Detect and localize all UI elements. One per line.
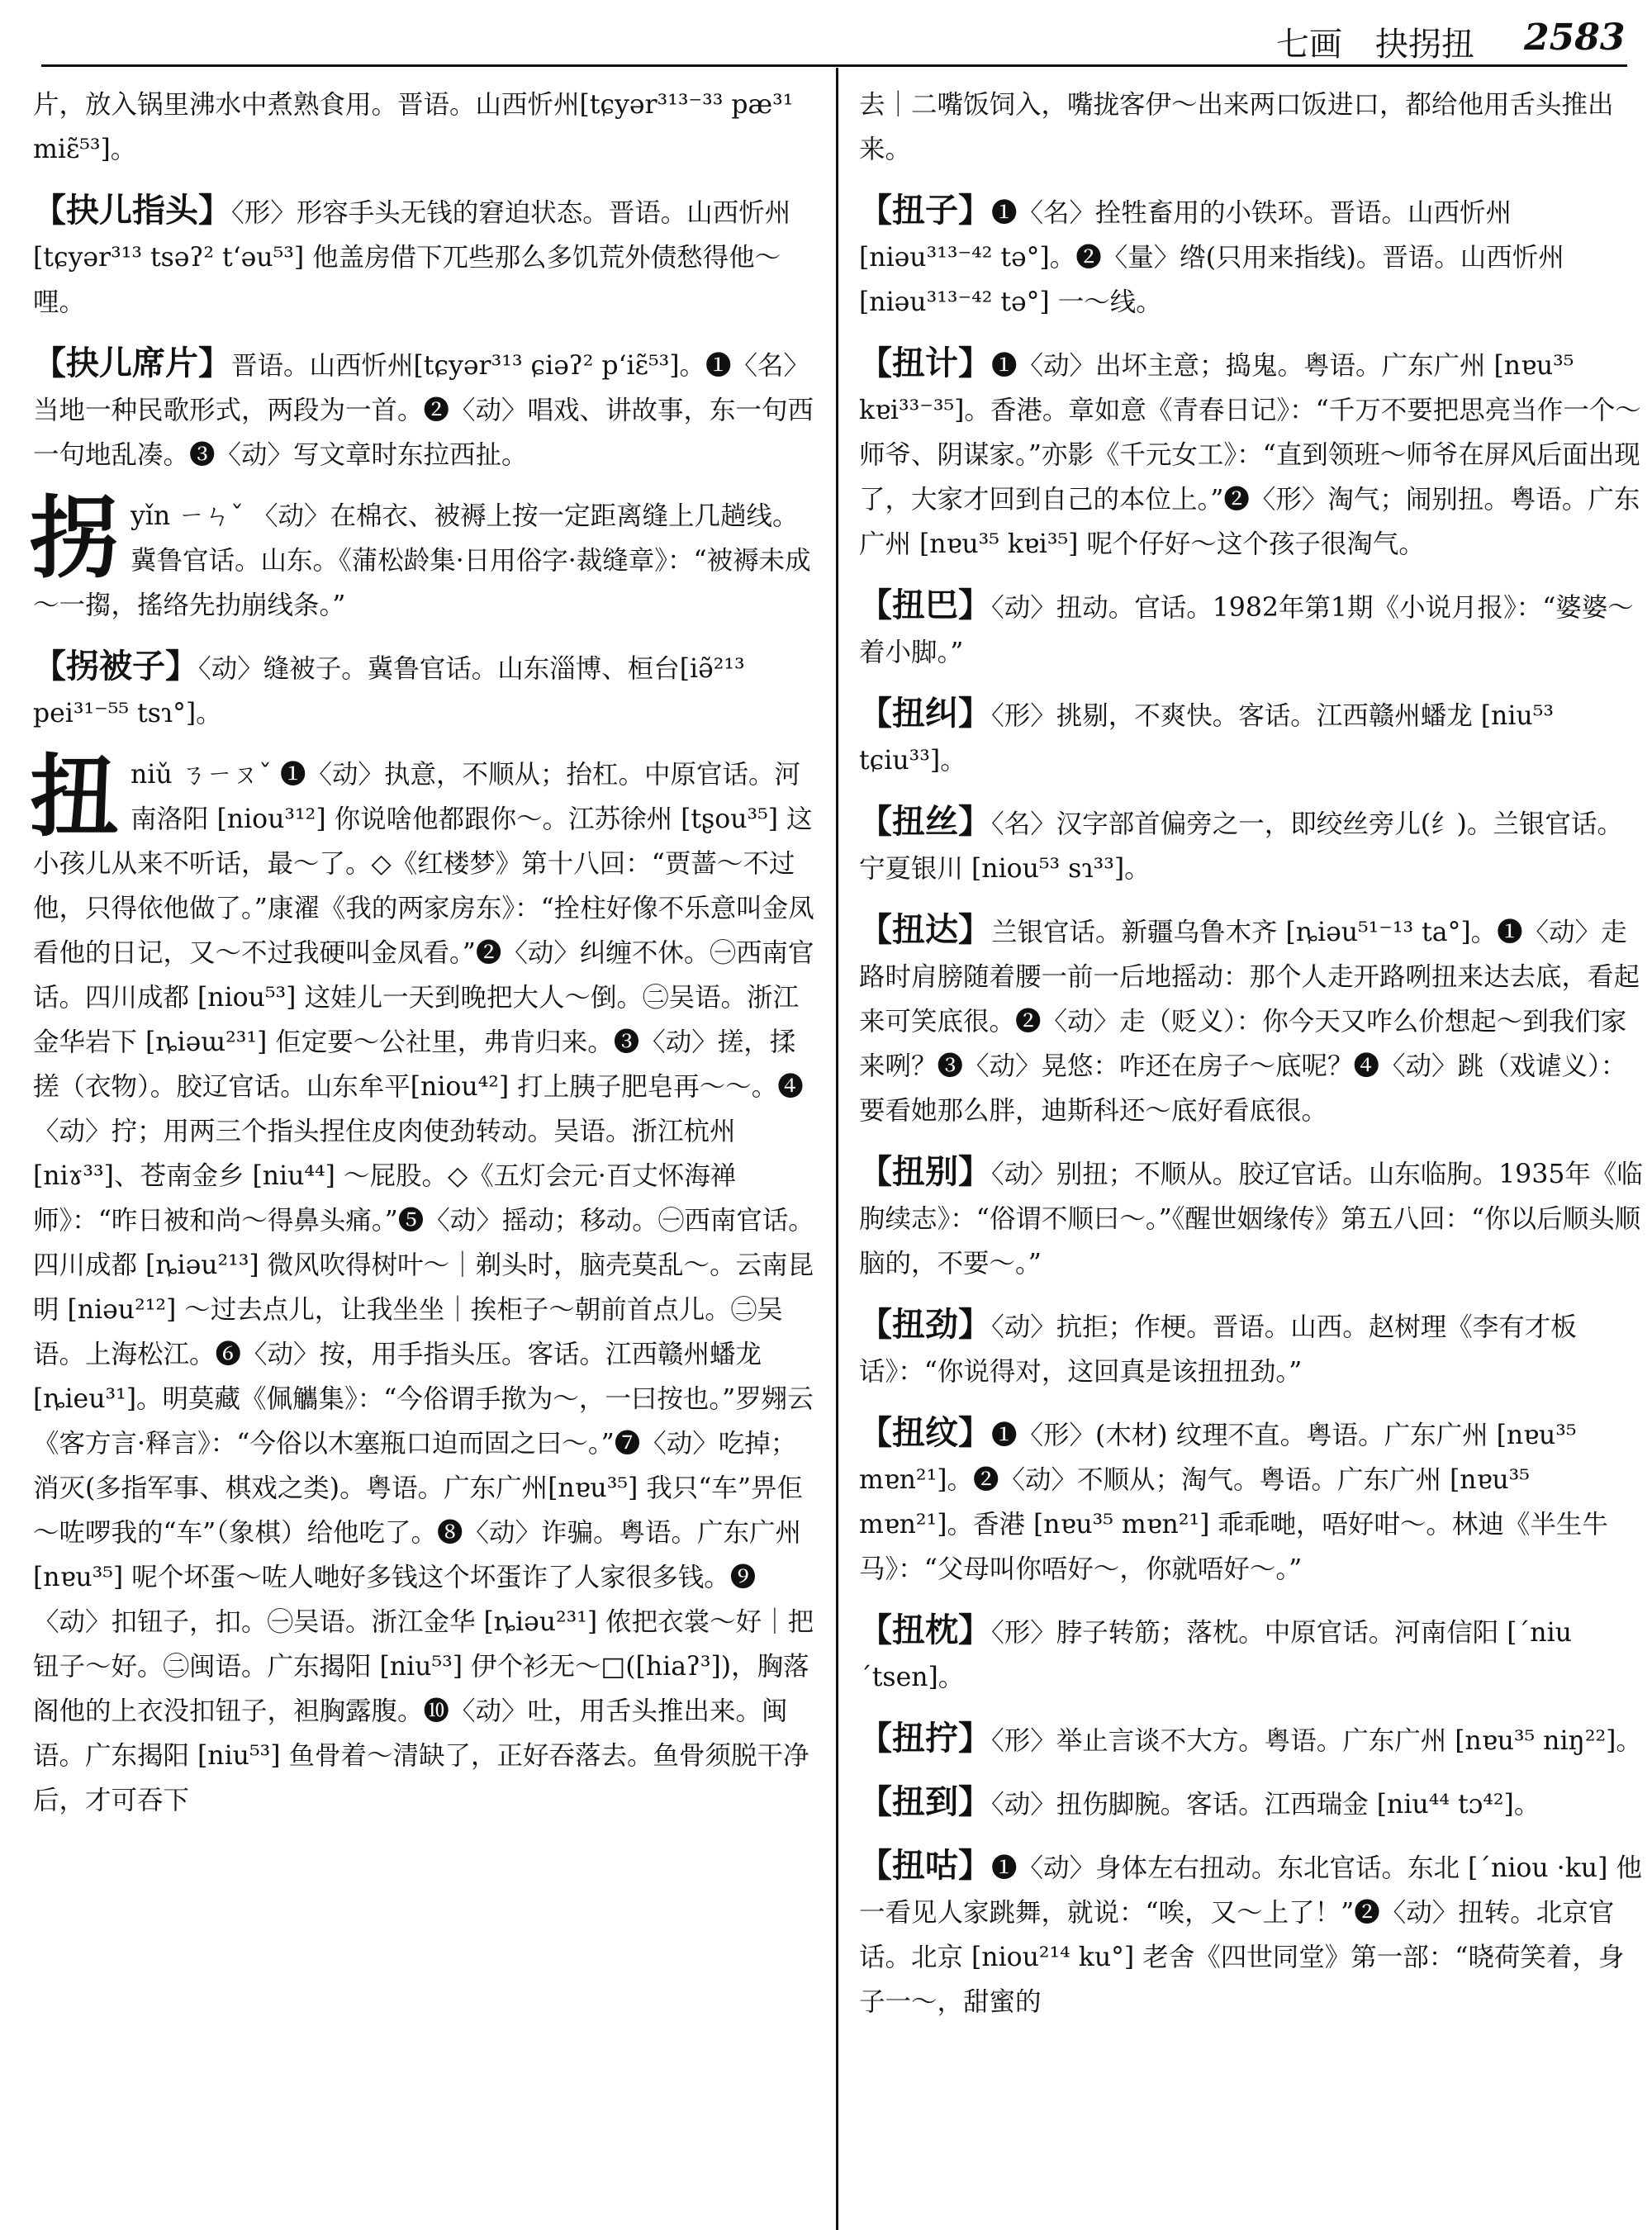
character-entry [30, 745, 818, 1823]
dictionary-entry [859, 1780, 1644, 1827]
dictionary-entry [859, 188, 1644, 325]
entry-text: 〈形〉挑剔，不爽快。客话。江西赣州蟠龙 [niu⁵³ tɕiu³³]。 [859, 701, 1554, 776]
entry-headword: 【扭咕】 [859, 1846, 991, 1885]
entry-text: 〈形〉脖子转筋；落枕。中原官话。河南信阳 [ˊniu ˊtsen]。 [859, 1618, 1572, 1692]
character-headword: 拐 [30, 486, 120, 591]
entry-headword: 【扭子】 [859, 191, 991, 230]
entry-text: ❶〈形〉(木材) 纹理不直。粤语。广东广州 [nɐu³⁵ mɐn²¹]。❷〈动〉不顺从；淘气。粤语。广东广州 [nɐu³⁵ mɐn²¹]。香港 [nɐu³⁵ mɐn²¹] 乖乖哋，唔好咁～。林迪《半生牛马》：“父母叫你唔好～，你就唔好～。” [859, 1421, 1608, 1584]
entry-headword: 【扭枕】 [859, 1611, 991, 1649]
right-column [859, 83, 1644, 2041]
page-number: 2583 [1524, 17, 1626, 59]
entry-text: yǐn ㄧㄣˇ 〈动〉在棉衣、被褥上按一定距离缝上几趟线。冀鲁官话。山东。《蒲松龄集·日用俗字·裁缝章》：“被褥未成～一搊，搖络先扐崩线条。” [33, 501, 811, 620]
entry-text: 去｜二嘴饭饲入，嘴拢客伊～出来两口饭进口，都给他用舌头推出来。 [859, 90, 1614, 164]
entry-text: 〈动〉抗拒；作梗。晋语。山西。赵树理《李有才板话》：“你说得对，这回真是该扭扭劲。” [859, 1312, 1577, 1387]
entry-text: 〈动〉扭动。官话。1982年第1期《小说月报》：“婆婆～着小脚。” [859, 593, 1634, 667]
entry-text: 兰银官话。新疆乌鲁木齐 [ȵiəu⁵¹⁻¹³ ta°]。❶〈动〉走路时肩膀随着腰一前一后地摇动：那个人走开路咧扭来达去底，看起来可笑底很。❷〈动〉走（贬义）：你今天又咋么价想起～到我们家来咧？❸〈动〉晃悠：咋还在房子～底呢？❹〈动〉跳（戏谑义）：要看她那么胖，迪斯科还～底好看底很。 [859, 918, 1640, 1126]
dictionary-entry [33, 644, 818, 736]
entry-headword: 【扭巴】 [859, 586, 991, 624]
dictionary-entry [859, 1302, 1644, 1394]
dictionary-entry [859, 1150, 1644, 1286]
entry-headword: 【拐被子】 [33, 647, 198, 686]
entry-text: 晋语。山西忻州[tɕyər³¹³ ɕiəʔ² pʻiɛ̃⁵³]。❶〈名〉当地一种民歌形式，两段为一首。❷〈动〉唱戏、讲故事，东一句西一句地乱凑。❸〈动〉写文章时东拉西扯。 [33, 351, 814, 470]
entry-text: ❶〈名〉拴牲畜用的小铁环。晋语。山西忻州 [niəu³¹³⁻⁴² tə°]。❷〈量〉绺(只用来指线)。晋语。山西忻州 [niəu³¹³⁻⁴² tə°] 一～线。 [859, 198, 1564, 317]
entry-headword: 【扭丝】 [859, 802, 991, 841]
entry-text: 〈形〉形容手头无钱的窘迫状态。晋语。山西忻州 [tɕyər³¹³ tsəʔ² tʻəu⁵³] 他盖房借下兀些那么多饥荒外债愁得他～哩。 [33, 198, 791, 317]
page-header [0, 0, 1652, 66]
section-title: 七画 抉拐扭 [1276, 26, 1474, 64]
entry-headword: 【扭纠】 [859, 694, 991, 733]
column-divider [836, 68, 838, 2230]
dictionary-entry [859, 1716, 1644, 1763]
continued-text [33, 83, 818, 172]
character-headword: 扭 [30, 745, 120, 849]
entry-headword: 【抉儿指头】 [33, 191, 231, 230]
dictionary-entry [859, 1411, 1644, 1592]
entry-text: 片，放入锅里沸水中煮熟食用。晋语。山西忻州[tɕyər³¹³⁻³³ pæ³¹ miɛ̃⁵³]。 [33, 90, 794, 164]
dictionary-entry [859, 908, 1644, 1133]
entry-text: 〈形〉举止言谈不大方。粤语。广东广州 [nɐu³⁵ niŋ²²]。 [991, 1726, 1642, 1756]
dictionary-entry [859, 1608, 1644, 1700]
entry-headword: 【扭劲】 [859, 1305, 991, 1344]
entry-headword: 【扭别】 [859, 1152, 991, 1191]
dictionary-entry [33, 341, 818, 477]
entry-headword: 【扭纹】 [859, 1413, 991, 1452]
entry-headword: 【扭达】 [859, 910, 991, 949]
dictionary-entry [859, 583, 1644, 675]
dictionary-entry [859, 691, 1644, 783]
entry-text: ❶〈动〉身体左右扭动。东北官话。东北 [ˊniou ·ku] 他一看见人家跳舞，就说：“唉，又～上了！”❷〈动〉扭转。北京官话。北京 [niou²¹⁴ ku°] 老舍《四世同堂》第一部：“晓荷笑着，身子一～，甜蜜的 [859, 1853, 1642, 2017]
left-column [30, 83, 818, 1839]
continued-text [859, 83, 1644, 172]
entry-headword: 【抉儿席片】 [33, 344, 231, 382]
dictionary-entry [859, 1843, 1644, 2024]
entry-headword: 【扭拧】 [859, 1719, 991, 1758]
entry-text: niǔ ㄋㄧㄡˇ ❶〈动〉执意，不顺从；抬杠。中原官话。河南洛阳 [niou³¹²] 你说啥他都跟你～。江苏徐州 [tʂou³⁵] 这小孩儿从来不听话，最～了。◇《红楼梦》第十八回：“贾蔷～不过他，只得依他做了。”康濯《我的两家房东》：“拴柱好像不乐意叫金凤看他的日记，又～不过我硬叫金凤看。”❷〈动〉纠缠不休。㊀西南官话。四川成都 [niou⁵³] 这娃儿一天到晚把大人～倒。㊁吴语。浙江金华岩下 [ȵiəɯ²³¹] 佢定要～公社里，弗肯归来。❸〈动〉搓，揉搓（衣物）。胶辽官话。山东牟平[niou⁴²] 打上胰子肥皂再～～。❹〈动〉拧；用两三个指头捏住皮肉使劲转动。吴语。浙江杭州 [niɤ³³]、苍南金乡 [niu⁴⁴] ～屁股。◇《五灯会元·百丈怀海禅师》：“昨日被和尚～得鼻头痛。”❺〈动〉摇动；移动。㊀西南官话。四川成都 [ȵiəu²¹³] 微风吹得树叶～｜剃头时，脑壳莫乱～。云南昆明 [niəu²¹²] ～过去点儿，让我坐坐｜挨柜子～朝前首点儿。㊁吴语。上海松江。❻〈动〉按，用手指头压。客话。江西赣州蟠龙 [ȵieu³¹]。明莫藏《佩觿集》：“今俗谓手揿为～，一曰按也。”罗翙云《客方言·释言》：“今俗以木塞瓶口迫而固之曰～。”❼〈动〉吃掉；消灭(多指军事、棋戏之类)。粤语。广东广州[nɐu³⁵] 我只“车”畀佢～咗啰我的“车”（象棋）给他吃了。❽〈动〉诈骗。粤语。广东广州 [nɐu³⁵] 呢个坏蛋～咗人哋好多钱这个坏蛋诈了人家很多钱。❾〈动〉扣钮子，扣。㊀吴语。浙江金华 [ȵiəu²³¹] 侬把衣裳～好｜把钮子～好。㊁闽语。广东揭阳 [niu⁵³] 伊个衫无～□([hiaʔ³])，胸落阁他的上衣没扣钮子，袒胸露腹。❿〈动〉吐，用舌头推出来。闽语。广东揭阳 [niu⁵³] 鱼骨着～清缺了，正好吞落去。鱼骨须脱干净后，才可吞下 [33, 760, 814, 1815]
entry-text: 〈动〉扭伤脚腕。客话。江西瑞金 [niu⁴⁴ tɔ⁴²]。 [991, 1790, 1540, 1820]
dictionary-entry [859, 341, 1644, 567]
entry-headword: 【扭到】 [859, 1782, 991, 1821]
entry-text: 〈动〉别扭；不顺从。胶辽官话。山东临朐。1935年《临朐续志》：“俗谓不顺曰～。”《醒世姻缘传》第五八回：“你以后顺头顺脑的，不要～。” [859, 1160, 1643, 1279]
header-rule [41, 64, 1627, 67]
entry-text: ❶〈动〉出坏主意；捣鬼。粤语。广东广州 [nɐu³⁵ kɐi³³⁻³⁵]。香港。章如意《青春日记》：“千万不要把思亮当作一个～师爷、阴谋家。”亦影《千元女工》：“直到领班～师爷在屏风后面出现了，大家才回到自己的本位上。”❷〈形〉淘气；闹别扭。粤语。广东广州 [nɐu³⁵ kɐi³⁵] 呢个仔好～这个孩子很淘气。 [859, 351, 1641, 559]
dictionary-entry [859, 799, 1644, 891]
dictionary-entry [33, 188, 818, 325]
character-entry [30, 486, 818, 628]
entry-text: 〈动〉缝被子。冀鲁官话。山东淄博、桓台[iə̃²¹³ pei³¹⁻⁵⁵ tsɿ°]。 [33, 654, 745, 728]
entry-headword: 【扭计】 [859, 344, 991, 382]
entry-text: 〈名〉汉字部首偏旁之一，即绞丝旁儿(纟)。兰银官话。宁夏银川 [niou⁵³ sɿ³³]。 [859, 809, 1623, 884]
